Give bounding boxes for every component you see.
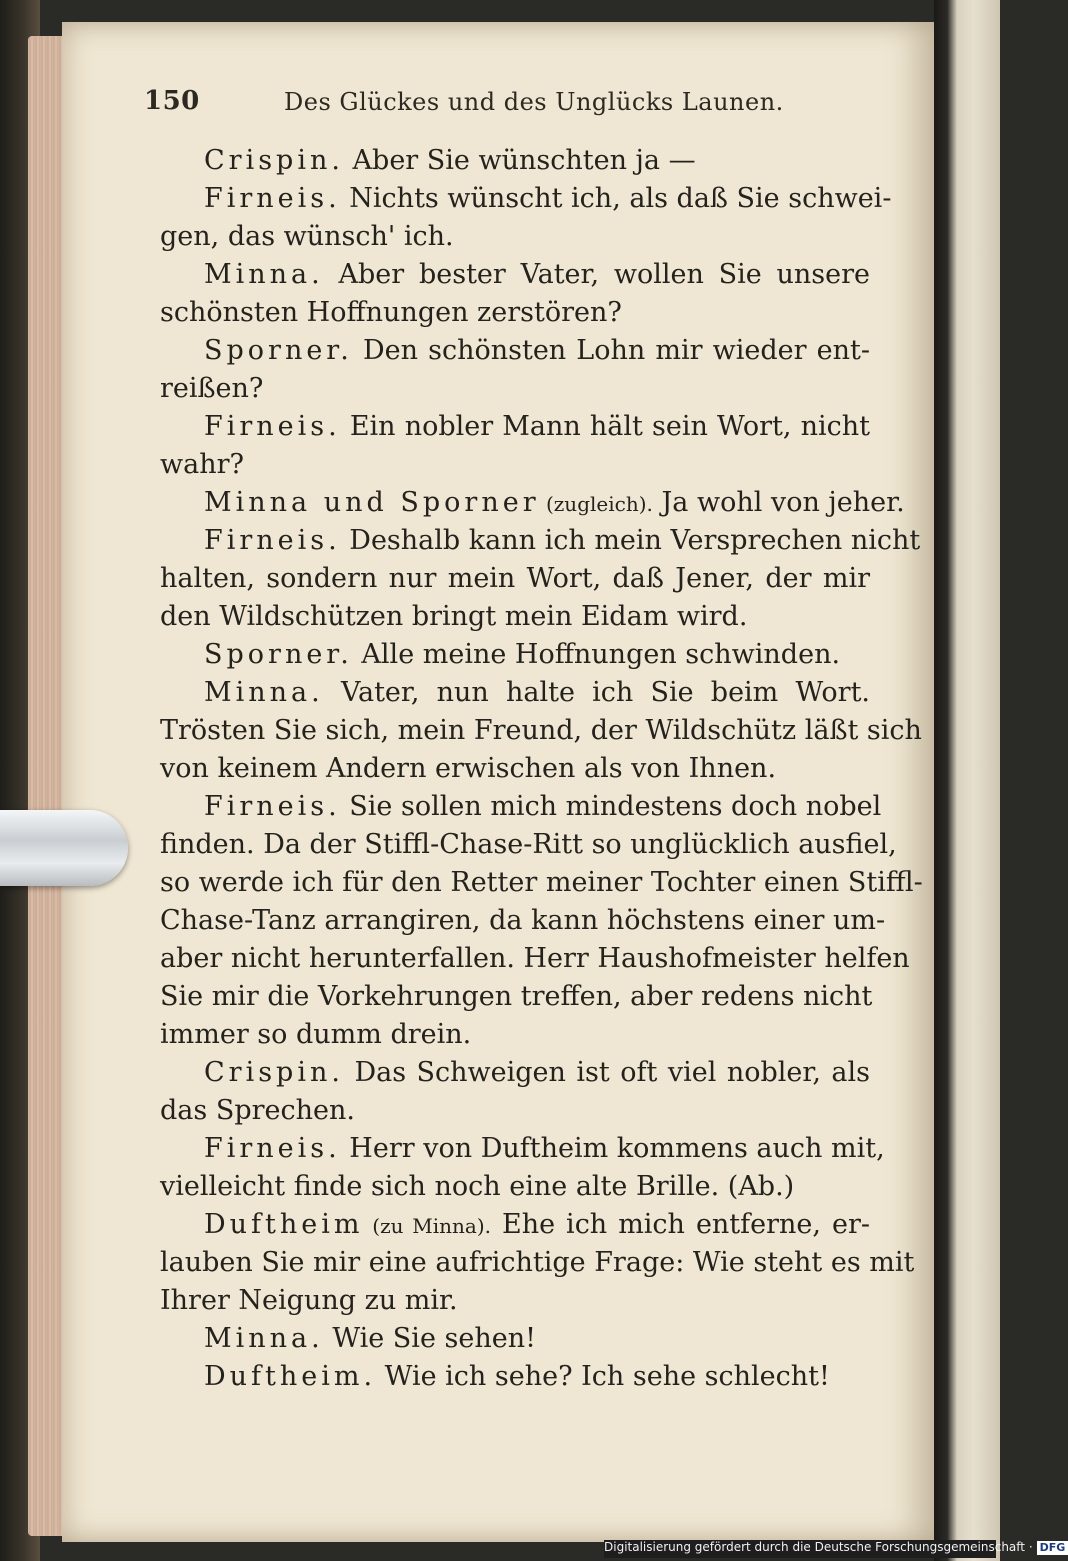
text-line [160, 902, 886, 940]
line-text: wahr? [160, 449, 244, 480]
speech-line [160, 332, 870, 370]
text-line [160, 1016, 870, 1054]
line-text: Nichts wünscht ich, als daß Sie schwei- [340, 183, 892, 214]
line-text: Sie mir die Vorkehrungen treffen, aber redens nicht [160, 981, 873, 1012]
line-text: Alle meine Hoffnungen schwinden. [352, 639, 841, 670]
line-text: Vater, nun halte ich Sie beim Wort. [323, 677, 870, 708]
text-line [160, 446, 870, 484]
line-text: Ein nobler Mann hält sein Wort, nicht [340, 411, 870, 442]
line-text: aber nicht herunterfallen. Herr Haushofmeister helfen [160, 943, 910, 974]
speaker-name: Sporner. [204, 335, 353, 366]
speech-line [160, 1054, 870, 1092]
speaker-name: Minna. [204, 259, 324, 290]
speaker-name: Minna und Sporner [204, 487, 540, 518]
stage-direction: (zu Minna). [363, 1214, 491, 1238]
text-line [160, 978, 873, 1016]
text-line [160, 1092, 870, 1130]
text-line [160, 370, 870, 408]
line-text: Deshalb kann ich mein Versprechen nicht [340, 525, 921, 556]
speaker-name: Firneis. [204, 183, 341, 214]
line-text: Das Schweigen ist oft viel nobler, als [343, 1057, 870, 1088]
line-text: Den schönsten Lohn mir wieder ent- [352, 335, 870, 366]
book-right-edge [934, 0, 1000, 1561]
line-text: immer so dumm drein. [160, 1019, 472, 1050]
page-clip-holder [0, 810, 128, 886]
line-text: Aber Sie wünschten ja — [343, 145, 696, 176]
speech-line [160, 636, 870, 674]
speaker-name: Crispin. [204, 1057, 344, 1088]
credit-text: Digitalisierung gefördert durch die Deutsche Forschungsgemeinschaft · [604, 1540, 1033, 1554]
speech-line [160, 180, 892, 218]
line-text: Ihrer Neigung zu mir. [160, 1285, 458, 1316]
speech-line [160, 788, 882, 826]
line-text: von keinem Andern erwischen als von Ihnen. [160, 753, 777, 784]
line-text: Wie Sie sehen! [323, 1323, 536, 1354]
page-header [144, 86, 884, 130]
line-text: das Sprechen. [160, 1095, 355, 1126]
text-line [160, 1282, 870, 1320]
speaker-name: Firneis. [204, 411, 341, 442]
speech-line [160, 522, 921, 560]
text-line [160, 940, 910, 978]
dialogue-text [160, 142, 923, 1396]
line-text: Aber bester Vater, wollen Sie unsere [323, 259, 870, 290]
text-line [160, 1168, 870, 1206]
speaker-name: Firneis. [204, 525, 341, 556]
line-text: so werde ich für den Retter meiner Tochter einen Stiffl- [160, 867, 923, 898]
stage-direction: (zugleich). [539, 492, 653, 516]
line-text: schönsten Hoffnungen zerstören? [160, 297, 622, 328]
text-line [160, 864, 923, 902]
line-text: finden. Da der Stiffl-Chase-Ritt so unglücklich ausfiel, [160, 829, 897, 860]
speech-line [160, 256, 870, 294]
digitization-credit [604, 1540, 1066, 1558]
line-text: vielleicht finde sich noch eine alte Brille. (Ab.) [160, 1171, 795, 1202]
text-line [160, 1244, 915, 1282]
text-line [160, 826, 897, 864]
line-text: Sie sollen mich mindestens doch nobel [340, 791, 882, 822]
speaker-name: Minna. [204, 677, 324, 708]
speech-line [160, 408, 870, 446]
line-text: halten, sondern nur mein Wort, daß Jener, der mir [160, 563, 870, 594]
line-text: lauben Sie mir eine aufrichtige Frage: Wie steht es mit [160, 1247, 915, 1278]
speaker-name: Firneis. [204, 1133, 341, 1164]
speaker-name: Minna. [204, 1323, 324, 1354]
speech-line [160, 1130, 885, 1168]
speech-line [160, 1320, 870, 1358]
line-text: Herr von Duftheim kommens auch mit, [340, 1133, 885, 1164]
line-text: den Wildschützen bringt mein Eidam wird. [160, 601, 748, 632]
line-text: Wie ich sehe? Ich sehe schlecht! [376, 1361, 830, 1392]
speaker-name: Crispin. [204, 145, 344, 176]
speaker-name: Duftheim [204, 1209, 364, 1240]
speaker-name: Firneis. [204, 791, 341, 822]
text-line [160, 598, 870, 636]
speaker-name: Duftheim. [204, 1361, 377, 1392]
speech-line [160, 1358, 870, 1396]
dfg-logo: DFG [1037, 1541, 1068, 1555]
page-number: 150 [144, 86, 200, 116]
text-line [160, 560, 870, 598]
speech-line [160, 484, 905, 522]
line-text: Chase-Tanz arrangiren, da kann höchstens einer um- [160, 905, 886, 936]
speech-line [160, 1206, 870, 1244]
running-title: Des Glückes und des Unglücks Launen. [284, 88, 784, 116]
text-line [160, 294, 870, 332]
line-text: Ehe ich mich entferne, er- [490, 1209, 870, 1240]
text-line [160, 218, 870, 256]
speaker-name: Sporner. [204, 639, 353, 670]
text-line [160, 712, 922, 750]
text-line [160, 750, 870, 788]
line-text: reißen? [160, 373, 264, 404]
line-text: Ja wohl von jeher. [652, 487, 905, 518]
line-text: Trösten Sie sich, mein Freund, der Wildschütz läßt sich [160, 715, 922, 746]
speech-line [160, 142, 870, 180]
line-text: gen, das wünsch' ich. [160, 221, 454, 252]
speech-line [160, 674, 870, 712]
